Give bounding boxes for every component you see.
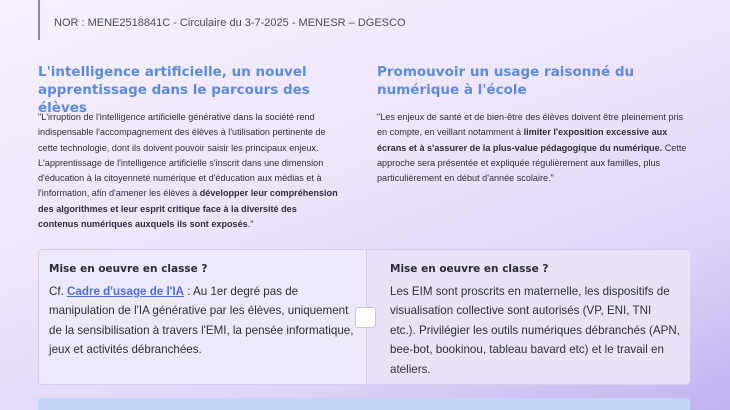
panel-left-body: : Au 1er degré pas de manipulation de l'IA générative par les élèves, uniquement de la sensibilisation à travers l'EMI, la pensée informatique, jeux et activités débranchées. [49, 285, 354, 357]
document-reference: NOR : MENE2518841C - Circulaire du 3-7-2025 - MENESR – DGESCO [38, 0, 406, 40]
right-quote-text-1: "Les enjeux de santé et de bien-être des élèves doivent être pleinement pris en compte, en veillant notamment à [377, 112, 684, 138]
panel-right-text: Les EIM sont proscrits en maternelle, les dispositifs de visualisation collective sont autorisés (VP, ENI, TNI etc.). Privilégier les outils numériques débranchés (APN, bee-bot, bookinou, tableau bavard etc) et le travail en ateliers. [390, 285, 680, 376]
left-quote-text-2: ." [247, 219, 254, 230]
panel-right-title: Mise en oeuvre en classe ? [390, 263, 549, 275]
comparison-panel [38, 249, 690, 385]
left-section-title: L'intelligence artificielle, un nouvel apprentissage dans le parcours des élèves [38, 64, 310, 116]
left-section-quote [38, 110, 338, 232]
left-quote-text-1: "L'irruption de l'intelligence artificielle générative dans la société rend indispensable l'accompagnement des élèves à l'utilisation pertinente de cette technologie, dont ils doivent pouvoir saisir les principaux enjeux. L'apprentissage de l'intelligence artificielle s'inscrit dans une dimension d'éducation à la citoyenneté numérique et d'éducation aux médias et à l'information, afin d'amener les élèves à [38, 112, 326, 199]
panel-left-prefix: Cf. [49, 285, 68, 298]
divider-drag-handle[interactable] [355, 307, 376, 328]
right-quote-bold: limiter l'exposition excessive aux écrans et à s'assurer de la plus-value pédagogique du numérique. [377, 127, 668, 153]
right-section-quote [377, 110, 689, 186]
panel-left-title: Mise en oeuvre en classe ? [49, 263, 208, 275]
next-section-bar [38, 398, 690, 410]
panel-left [39, 250, 366, 384]
left-quote-bold: développer leur compréhension des algorithmes et leur esprit critique face à la diversité des contenus numériques auxquels ils sont exposés [38, 188, 338, 230]
right-quote-text-2: Cette approche sera présentée et expliquée régulièrement aux familles, plus particulièrement en début d'année scolaire." [377, 142, 687, 184]
cadre-usage-ia-link[interactable]: Cadre d'usage de l'IA [67, 285, 185, 298]
panel-left-text [49, 282, 356, 360]
panel-right [366, 250, 690, 384]
right-section-title: Promouvoir un usage raisonné du numérique à l'école [377, 64, 635, 98]
